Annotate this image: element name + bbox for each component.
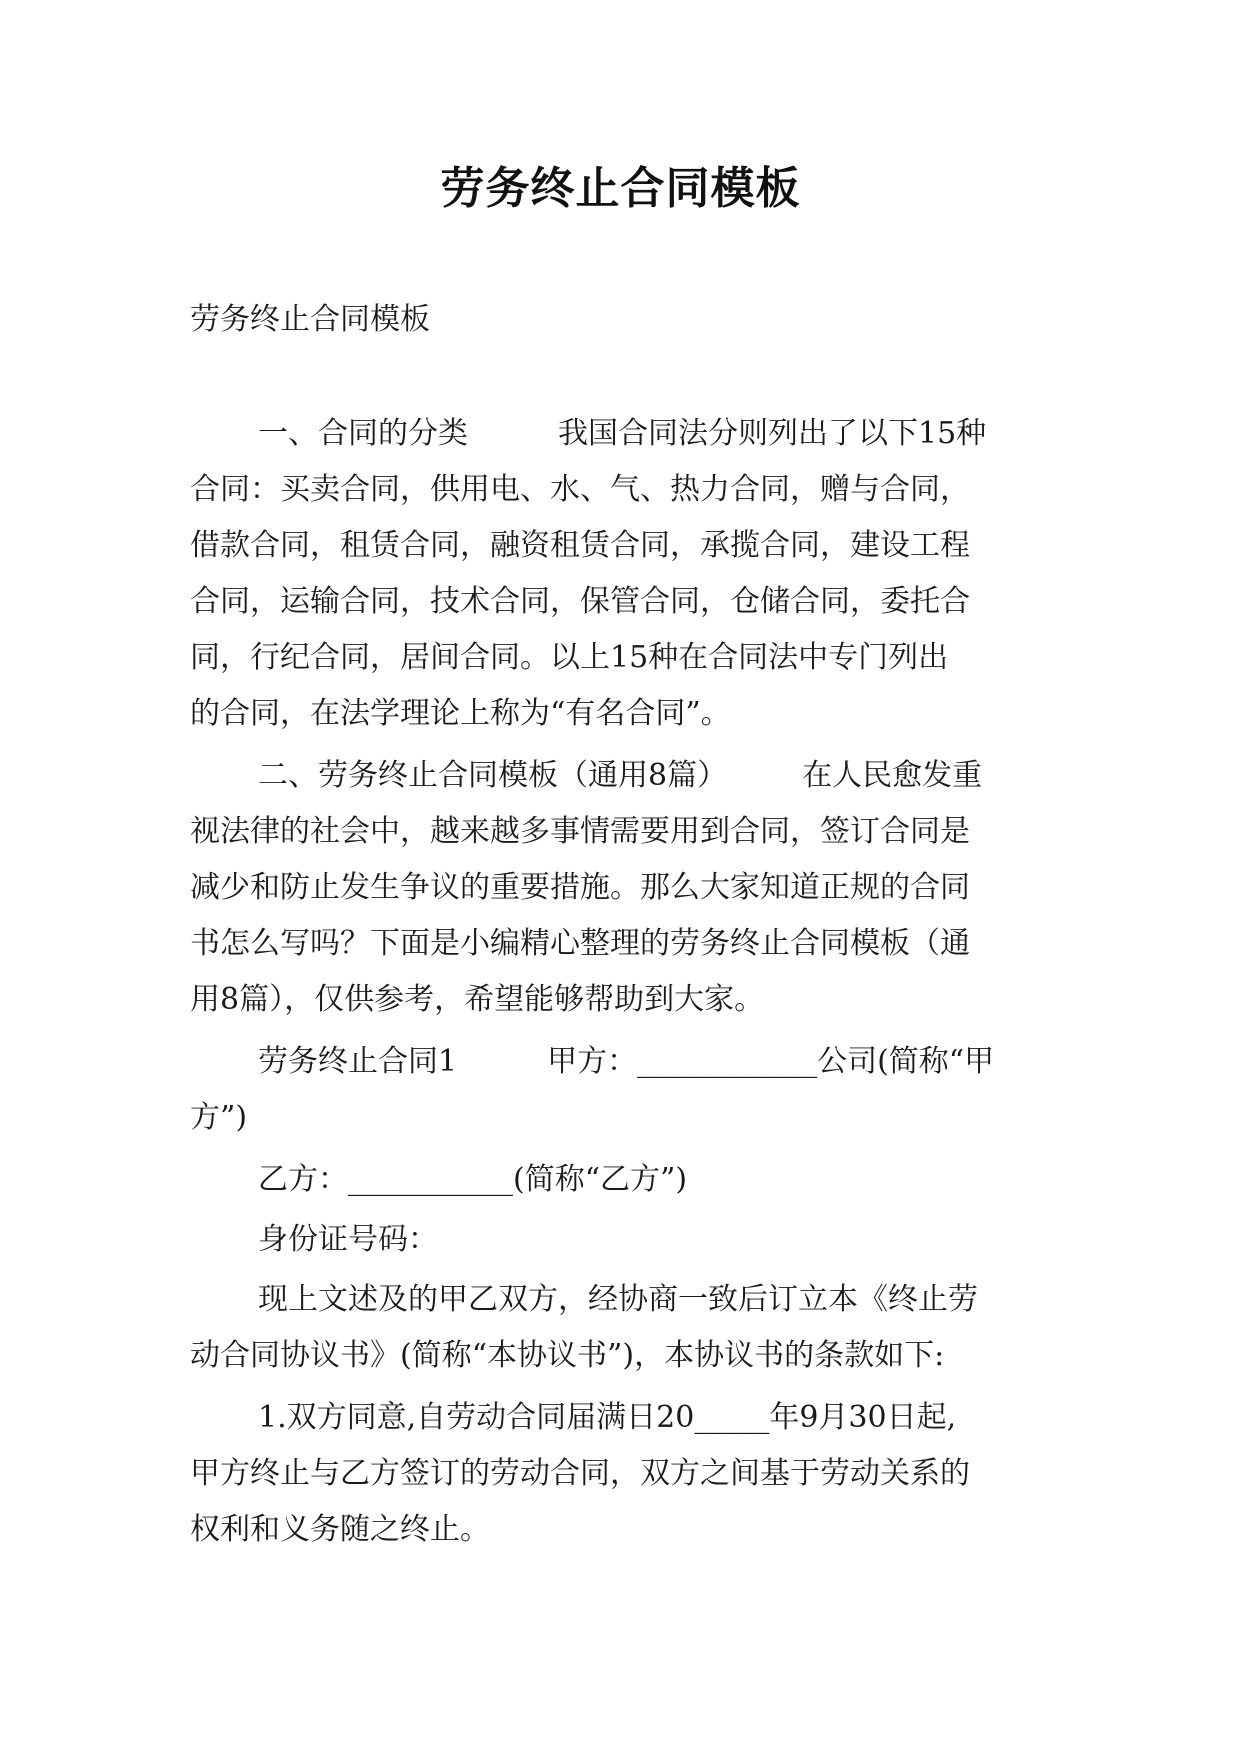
paragraph-line: 一、合同的分类 我国合同法分则列出了以下15种 (258, 416, 987, 451)
paragraph-line: 合同：买卖合同，供用电、水、气、热力合同，赠与合同， (190, 472, 970, 507)
paragraph-line: 身份证号码： (258, 1222, 438, 1257)
paragraph-line: 方”) (190, 1100, 248, 1135)
paragraph-line: 书怎么写吗？下面是小编精心整理的劳务终止合同模板（通 (190, 926, 970, 961)
paragraph-line: 减少和防止发生争议的重要措施。那么大家知道正规的合同 (190, 870, 970, 905)
document-subtitle: 劳务终止合同模板 (190, 302, 430, 337)
paragraph-line: 权利和义务随之终止。 (190, 1512, 490, 1547)
paragraph-line: 乙方：___________(简称“乙方”) (258, 1162, 688, 1197)
document-title: 劳务终止合同模板 (440, 163, 801, 214)
paragraph-line: 1.双方同意,自劳动合同届满日20_____年9月30日起, (258, 1400, 957, 1435)
paragraph-line: 现上文述及的甲乙双方，经协商一致后订立本《终止劳 (258, 1282, 978, 1317)
paragraph-line: 用8篇），仅供参考，希望能够帮助到大家。 (190, 982, 765, 1017)
paragraph-line: 二、劳务终止合同模板（通用8篇） 在人民愈发重 (258, 758, 983, 793)
paragraph-line: 同，行纪合同，居间合同。以上15种在合同法中专门列出 (190, 640, 949, 675)
paragraph-line: 动合同协议书》(简称“本协议书”)，本协议书的条款如下: (190, 1338, 945, 1373)
paragraph-line: 甲方终止与乙方签订的劳动合同，双方之间基于劳动关系的 (190, 1456, 970, 1491)
paragraph-line: 借款合同，租赁合同，融资租赁合同，承揽合同，建设工程 (190, 528, 970, 563)
paragraph-line: 视法律的社会中，越来越多事情需要用到合同，签订合同是 (190, 814, 970, 849)
paragraph-line: 合同，运输合同，技术合同，保管合同，仓储合同，委托合 (190, 584, 970, 619)
paragraph-line: 劳务终止合同1 甲方：____________公司(简称“甲 (258, 1044, 995, 1079)
paragraph-line: 的合同，在法学理论上称为“有名合同”。 (190, 696, 731, 731)
